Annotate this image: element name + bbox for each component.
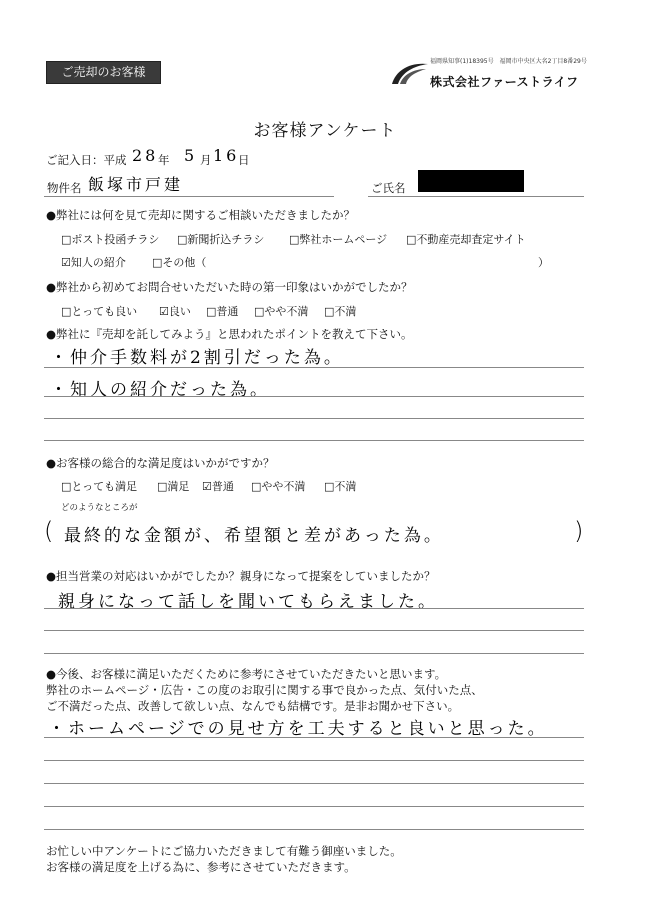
q6-line-4	[44, 806, 584, 807]
q1-option-referral[interactable]: ☑知人の紹介	[61, 256, 126, 269]
page-title: お客様アンケート	[253, 121, 397, 141]
q2-option-very-good[interactable]: □とっても良い	[61, 305, 138, 318]
q5-line-1	[44, 608, 584, 609]
q3-line-1	[44, 367, 584, 368]
date-year-unit: 年	[158, 153, 170, 167]
q3-answer-2: ・知人の紹介だった為。	[50, 380, 270, 400]
date-day: 16	[213, 146, 240, 165]
name-label: ご氏名	[371, 181, 406, 195]
q2-option-somewhat-dissatisfied[interactable]: □やや不満	[254, 305, 309, 318]
redacted-name	[418, 170, 524, 192]
q2-option-good[interactable]: ☑良い	[159, 305, 191, 318]
q3-line-2	[44, 396, 584, 397]
company-logo-icon	[388, 60, 432, 88]
q5-line-3	[44, 653, 584, 654]
company-block	[388, 56, 588, 96]
property-label: 物件名	[47, 181, 82, 195]
q3-line-4	[44, 440, 584, 441]
q6-line-5	[44, 829, 584, 830]
footer-line-2: お客様の満足度を上げる為に、参考にさせていただきます。	[46, 860, 356, 874]
q6-line-2	[44, 760, 584, 761]
footer-line-1: お忙しい中アンケートにご協力いただきまして有難う御座いました。	[46, 844, 402, 858]
property-value: 飯塚市戸建	[88, 175, 184, 194]
q3-answer-1: ・仲介手数料が2割引だった為。	[50, 348, 344, 368]
q3-question: ●弊社に『売却を託してみよう』と思われたポイントを教えて下さい。	[46, 327, 413, 341]
q1-question: ●弊社には何を見て売却に関するご相談いただきましたか？	[46, 208, 356, 222]
company-address: 福岡県知事(1)18395号 福岡市中央区大名2丁目8番29号	[430, 58, 587, 65]
q6-answer: ・ホームページでの見せ方を工夫すると良いと思った。	[48, 719, 548, 739]
q5-question: ●担当営業の対応はいかがでしたか？親身になって提案をしていましたか？	[46, 569, 436, 583]
date-day-unit: 日	[238, 153, 250, 167]
date-year: 28	[132, 146, 159, 165]
q2-question: ●弊社から初めてお問合せいただいた時の第一印象はいかがでしたか？	[46, 280, 413, 294]
q4-option-dissatisfied[interactable]: □不満	[324, 480, 357, 493]
q1-option-newspaper-flyer[interactable]: □新聞折込チラシ	[177, 233, 265, 246]
q1-option-homepage[interactable]: □弊社ホームページ	[289, 233, 388, 246]
q4-option-normal[interactable]: ☑普通	[202, 480, 234, 493]
customer-type-badge: ご売却のお客様	[46, 61, 161, 84]
q4-bracket-left: (	[44, 517, 54, 545]
q1-option-other[interactable]: □その他（	[152, 256, 207, 269]
q4-answer: 最終的な金額が、希望額と差があった為。	[64, 526, 444, 546]
q1-close-paren: ）	[538, 256, 549, 269]
q6-question-line-1: ●今後、お客様に満足いただくために参考にさせていただきたいと思います。	[46, 667, 447, 681]
q4-sub-label: どのようなところが	[61, 503, 138, 513]
q4-bracket-right: )	[574, 517, 584, 545]
q6-line-1	[44, 737, 584, 738]
property-underline	[44, 196, 334, 197]
q6-question-line-2: 弊社のホームページ・広告・この度のお取引に関する事で良かった点、気付いた点、	[46, 683, 483, 697]
date-month: 5	[184, 146, 198, 165]
q3-line-3	[44, 418, 584, 419]
q5-line-2	[44, 630, 584, 631]
q1-option-appraisal-site[interactable]: □不動産売却査定サイト	[406, 233, 526, 246]
name-underline	[368, 196, 584, 197]
q2-option-dissatisfied[interactable]: □不満	[324, 305, 357, 318]
q2-option-normal[interactable]: □普通	[206, 305, 239, 318]
q1-option-posting-flyer[interactable]: □ポスト投函チラシ	[61, 233, 160, 246]
q4-option-somewhat-dissatisfied[interactable]: □やや不満	[251, 480, 306, 493]
company-name: 株式会社ファーストライフ	[430, 75, 579, 89]
q4-option-very-satisfied[interactable]: □とっても満足	[61, 480, 138, 493]
q4-question: ●お客様の総合的な満足度はいかがですか？	[46, 456, 275, 470]
q6-question-line-3: ご不満だった点、改善して欲しい点、なんでも結構です。是非お聞かせ下さい。	[46, 699, 460, 713]
date-month-unit: 月	[200, 153, 212, 167]
q6-line-3	[44, 783, 584, 784]
q4-option-satisfied[interactable]: □満足	[157, 480, 190, 493]
q5-answer: 親身になって話しを聞いてもらえました。	[58, 592, 438, 612]
date-label: ご記入日：平成	[46, 153, 127, 167]
